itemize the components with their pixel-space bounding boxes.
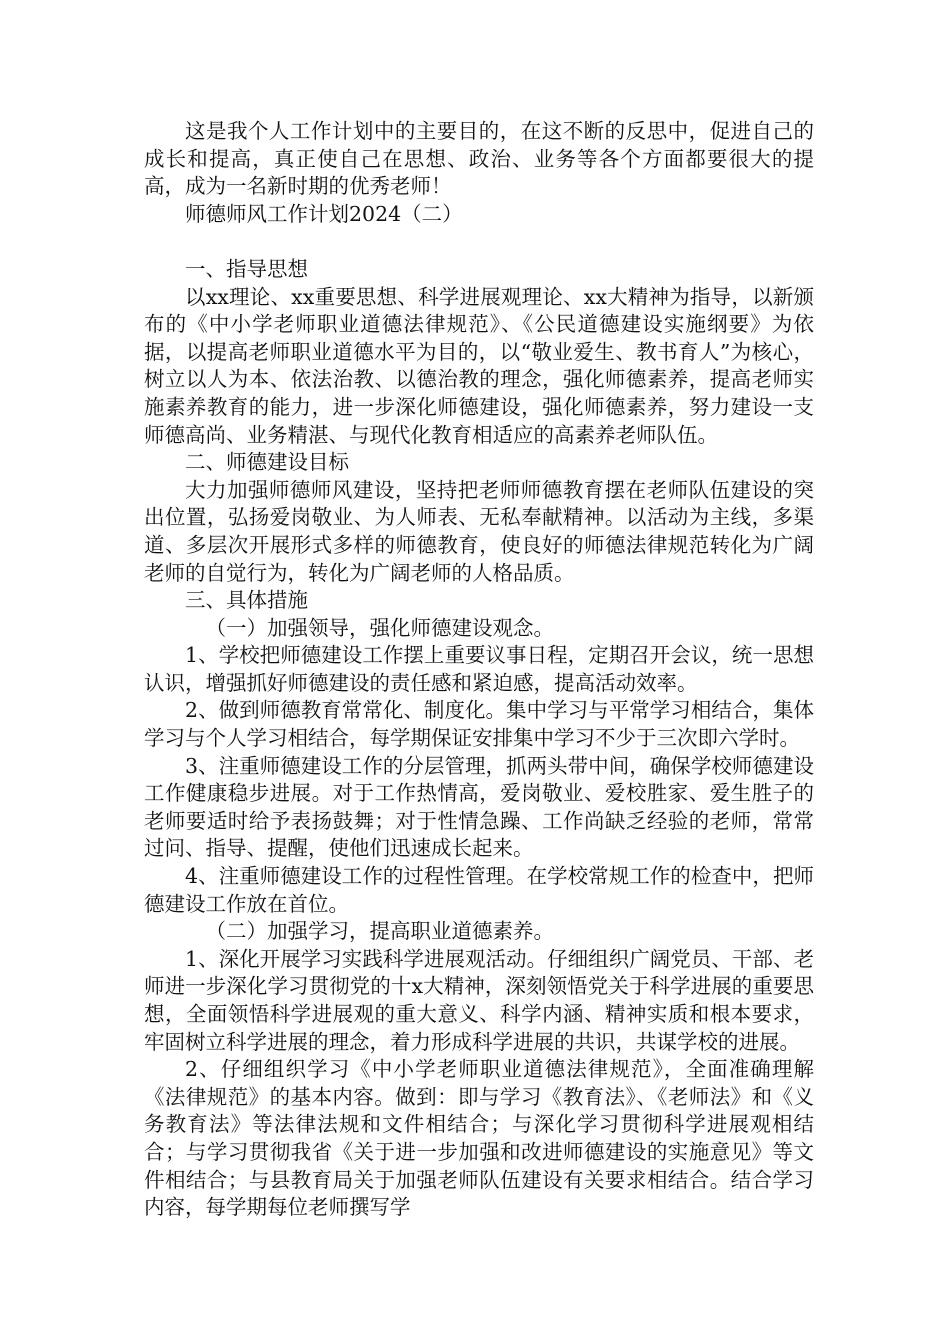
paragraph-measure-2: 2、做到师德教育常常化、制度化。集中学习与平常学习相结合，集体学习与个人学习相结合，每学期保证安排集中学习不少于三次即六学时。 bbox=[144, 698, 814, 751]
paragraph-study-2: 2、仔细组织学习《中小学老师职业道德法律规范》，全面准确理解《法律规范》的基本内容。做到：即与学习《教育法》、《老师法》和《义务教育法》等法律法规和文件相结合；与深化学习贯彻科学进展观相结合；与学习贯彻我省《关于进一步加强和改进师德建设的实施意见》等文件相结合；与县教育局关于加强老师队伍建设有关要求相结合。结合学习内容，每学期每位老师撰写学 bbox=[144, 1057, 814, 1220]
section-heading-goals: 二、师德建设目标 bbox=[185, 450, 349, 475]
section-heading-measures: 三、具体措施 bbox=[185, 588, 308, 613]
paragraph-goals: 大力加强师德师风建设，坚持把老师师德教育摆在老师队伍建设的突出位置，弘扬爱岗敬业、为人师表、无私奉献精神。以活动为主线，多渠道、多层次开展形式多样的师德教育，使良好的师德法律规范转化为广阔老师的自觉行为，转化为广阔老师的人格品质。 bbox=[144, 477, 814, 585]
paragraph-guiding-ideology: 以xx理论、xx重要思想、科学进展观理论、xx大精神为指导，以新颁布的《中小学老师职业道德法律规范》、《公民道德建设实施纲要》为依据，以提高老师职业道德水平为目的，以“敬业爱生、教书育人”为核心，树立以人为本、依法治教、以德治教的理念，强化师德素养，提高老师实施素养教育的能力，进一步深化师德建设，强化师德素养，努力建设一支师德高尚、业务精湛、与现代化教育相适应的高素养老师队伍。 bbox=[144, 284, 814, 447]
paragraph-study-1: 1、深化开展学习实践科学进展观活动。仔细组织广阔党员、干部、老师进一步深化学习贯彻党的十x大精神，深刻领悟党关于科学进展的重要思想，全面领悟科学进展观的重大意义、科学内涵、精神实质和根本要求，牢固树立科学进展的理念，着力形成科学进展的共识，共谋学校的进展。 bbox=[144, 946, 814, 1054]
subheading-study: （二）加强学习，提高职业道德素养。 bbox=[205, 919, 554, 944]
document-title: 师德师风工作计划2024（二） bbox=[185, 201, 463, 226]
subheading-leadership: （一）加强领导，强化师德建设观念。 bbox=[205, 615, 554, 640]
section-heading-guiding-ideology: 一、指导思想 bbox=[185, 256, 308, 281]
paragraph-conclusion: 这是我个人工作计划中的主要目的，在这不断的反思中，促进自己的成长和提高，真正使自己在思想、政治、业务等各个方面都要很大的提高，成为一名新时期的优秀老师！ bbox=[144, 119, 814, 199]
paragraph-measure-3: 3、注重师德建设工作的分层管理，抓两头带中间，确保学校师德建设工作健康稳步进展。对于工作热情高，爱岗敬业、爱校胜家、爱生胜子的老师要适时给予表扬鼓舞；对于性情急躁、工作尚缺乏经验的老师，常常过问、指导、提醒，使他们迅速成长起来。 bbox=[144, 753, 814, 861]
blank-line bbox=[144, 228, 814, 256]
document-body bbox=[144, 118, 814, 1222]
paragraph-measure-1: 1、学校把师德建设工作摆上重要议事日程，定期召开会议，统一思想认识，增强抓好师德建设的责任感和紧迫感，提高活动效率。 bbox=[144, 643, 814, 695]
paragraph-measure-4: 4、注重师德建设工作的过程性管理。在学校常规工作的检查中，把师德建设工作放在首位。 bbox=[144, 864, 814, 916]
